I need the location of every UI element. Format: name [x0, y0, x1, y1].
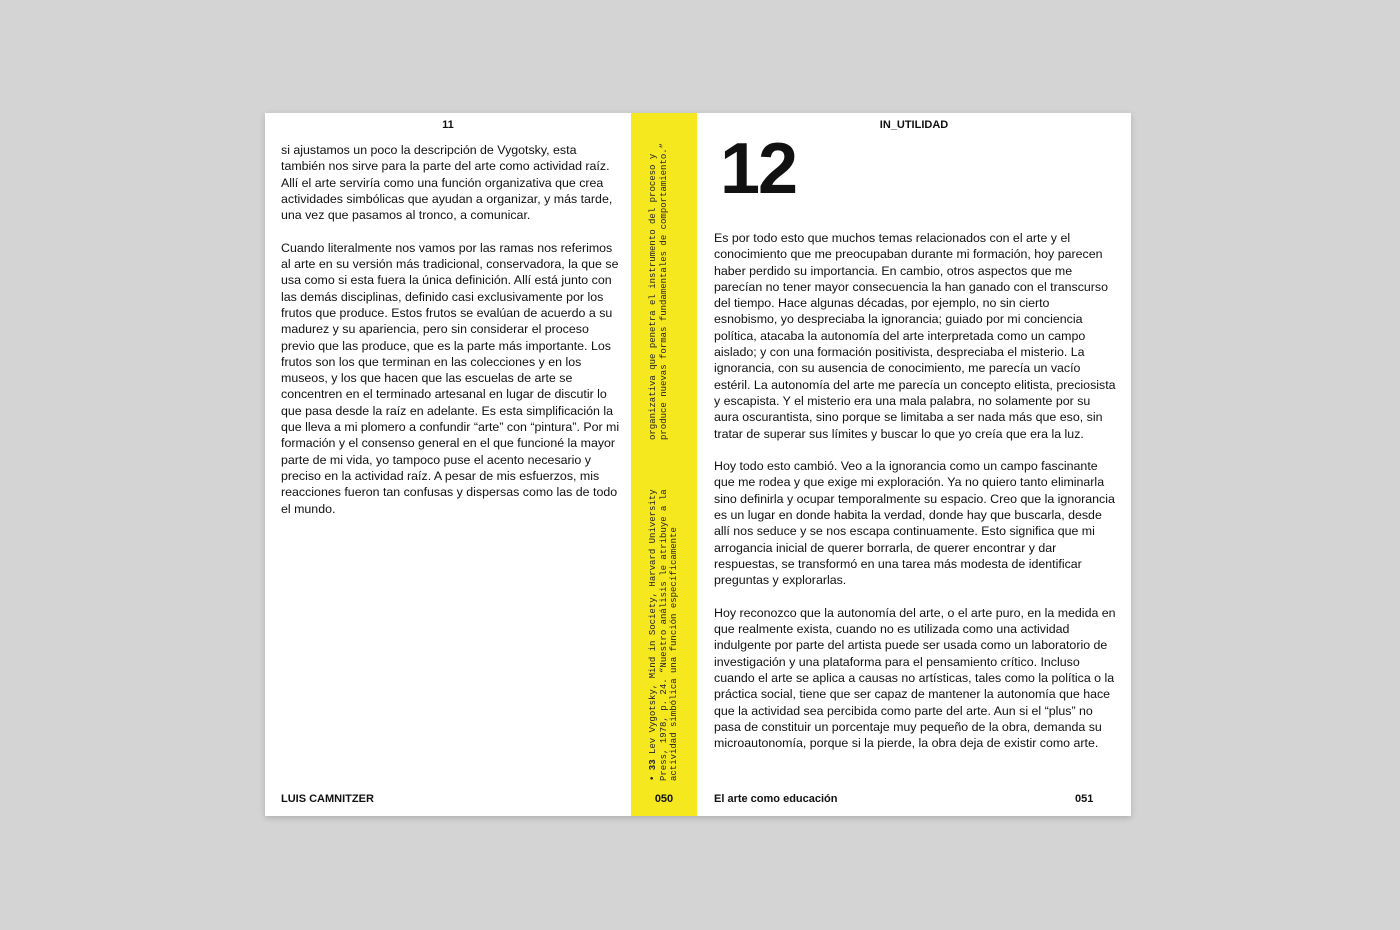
- left-paragraph-1: si ajustamos un poco la descripción de Vygotsky, esta también nos sirve para la parte del arte como actividad raíz. Allí el arte serviría como una función organizativa que crea actividades simbólicas que ayudan a organizar, y más tarde, una vez que pasamos al tronco, a comunicar.: [281, 143, 613, 223]
- right-paragraph-2: Hoy todo esto cambió. Veo a la ignorancia como un campo fascinante que me rodea y que exige mi exploración. Ya no quiero tanto eliminarla sino definirla y ocupar temporalmente su espacio. Creo que la ignorancia es un lugar en donde habita la verdad, donde hay que buscarla, desde allí nos seduce y se nos escapa continuamente. Esto significa que mi arrogancia inicial de querer borrarla, de querer encontrar y dar respuestas, se transformó en una tarea más modesta de identificar preguntas y explorarlas.: [714, 459, 1115, 588]
- right-paragraph-3: Hoy reconozco que la autonomía del arte, o el arte puro, en la medida en que realmente exista, cuando no es utilizada como una actividad indulgente por parte del artista puede ser usada como un laboratorio de investigación y una plataforma para el pensamiento crítico. Incluso cuando el arte se aplica a causas no artísticas, tales como la política o la práctica social, tiene que ser capaz de mantener la autonomía que hace que la actividad sea percibida como parte del arte. Aun si el “plus” no pasa de constituir un porcentaje muy pequeño de la obra, demanda su microautonomía, porque si la pierde, la obra deja de existir como arte.: [714, 605, 1116, 751]
- footnote-reference-number: • 33: [648, 759, 658, 781]
- right-page: [697, 113, 1131, 816]
- yellow-footnote-column: [631, 113, 697, 816]
- footnote-bottom-line-2: Press, 1978, p. 24. “Nuestro análisis le atribuye a la: [658, 489, 669, 781]
- footnote-citation: Lev Vygotsky, Mind in Society, Harvard University: [648, 489, 658, 760]
- footnote-bottom-line-1: [648, 489, 659, 781]
- left-paragraph-2: Cuando literalmente nos vamos por las ramas nos referimos al arte en su versión más tradicional, conservadora, la que se usa como si esta fuera la única definición. Allí está junto con las demás disciplinas, definido casi exclusivamente por los frutos que produce. Estos frutos se evalúan de acuerdo a su madurez y su apariencia, pero sin considerar el proceso previo que las produce, que es la parte más importante. Los frutos son los que terminan en las colecciones y en los museos, y los que hacen que las escuelas de arte se concentren en el terminado artesanal en lugar de discutir lo que pasa desde la raíz en adelante. Es esta simplificación la que lleva a mi plomero a confundir “arte” con “pintura”. Por mi formación y el consenso general en el que funcioné la mayor parte de mi vida, yo tampoco puse el acento necesario y preciso en la actividad raíz. A pesar de mis esfuerzos, mis reacciones fueron tan confusas y dispersas como las de todo el mundo.: [281, 240, 620, 516]
- footnote-top-line-2: produce nuevas formas fundamentales de comportamiento.”: [658, 142, 669, 440]
- left-page: [265, 113, 631, 816]
- right-paragraph-1: Es por todo esto que muchos temas relacionados con el arte y el conocimiento que me preocupaban durante mi formación, hoy parecen haber perdido su importancia. En cambio, otros aspectos que me parecían no tener mayor consecuencia la han ganado con el transcurso del tiempo. Hace algunas décadas, por ejemplo, no sin cierto esnobismo, yo despreciaba la ignorancia; guiado por mi conciencia política, atacaba la autonomía del arte interpretada como un campo aislado; y con una formación positivista, despreciaba el misterio. La ignorancia, con su ausencia de conocimiento, me parecía un vacío estéril. La autonomía del arte me parecía un concepto elitista, preciosista y escapista. Y el misterio era una mala palabra, no solamente por su aura oscurantista, sino porque se limitaba a ser nada más que eso, sin tratar de superar sus límites y buscar lo que yo creía que era la luz.: [714, 231, 1116, 441]
- right-page-body: [714, 230, 1116, 768]
- footnote-top: [648, 143, 669, 440]
- chapter-number: 12: [720, 129, 797, 209]
- footer-author: LUIS CAMNITZER: [281, 793, 374, 805]
- footnote-bottom: [648, 489, 680, 781]
- page-number-left: 050: [654, 793, 674, 805]
- footer-book-title: El arte como educación: [714, 793, 838, 805]
- footnote-top-line-1: organizativa que penetra el instrumento del proceso y: [648, 153, 658, 440]
- footnote-bottom-line-3: actividad simbólica una función específicamente: [669, 527, 679, 781]
- left-page-header-number: 11: [442, 119, 454, 131]
- right-page-header-title: IN_UTILIDAD: [879, 119, 949, 131]
- page-number-right: 051: [1075, 793, 1094, 805]
- book-spread: [265, 113, 1131, 816]
- left-page-body: [281, 142, 621, 533]
